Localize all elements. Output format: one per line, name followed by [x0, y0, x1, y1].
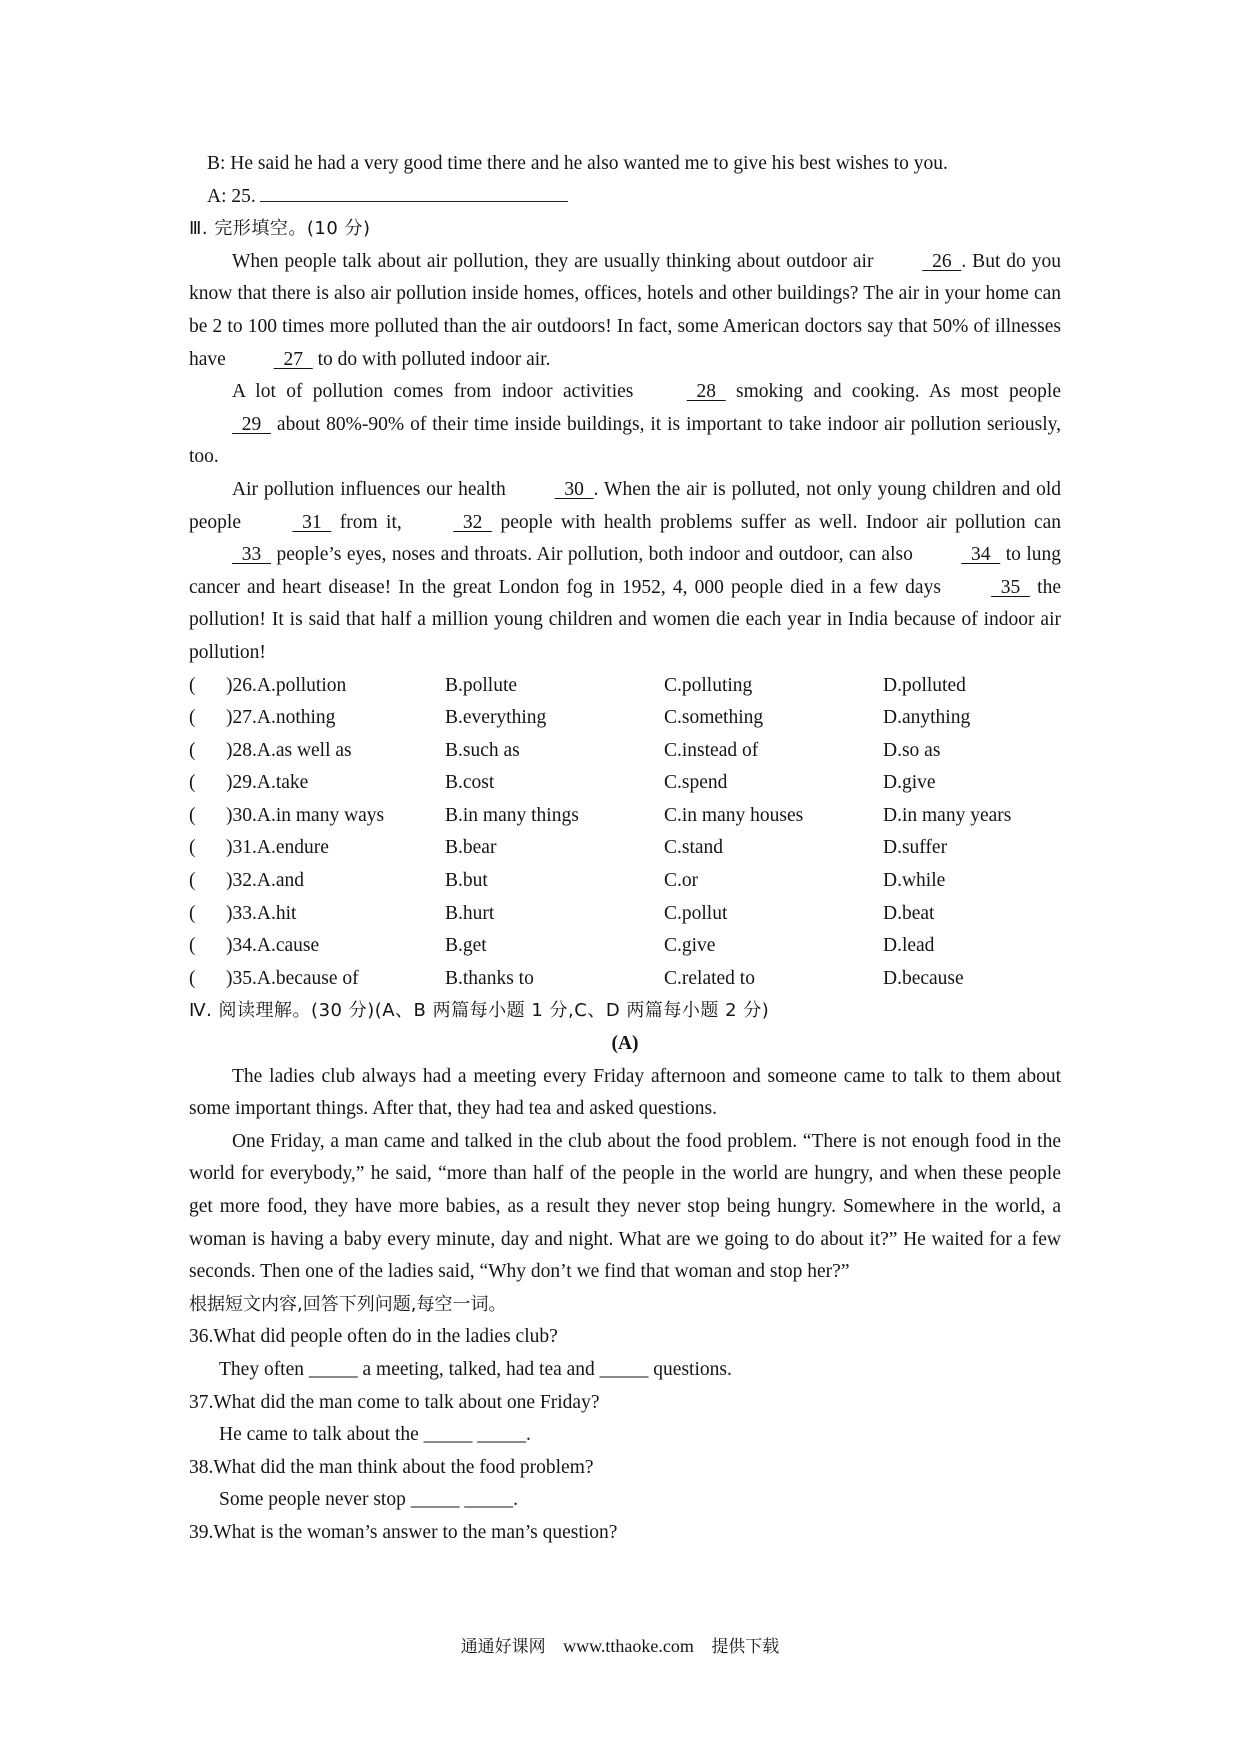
option-c: C.spend — [664, 772, 728, 794]
dialogue-b-line: B: He said he had a very good time there and he also wanted me to give his best wishes to you. — [207, 153, 948, 174]
p3-text-2: . When the air is polluted, not only young children and old people — [189, 478, 1061, 533]
option-row[interactable] — [189, 735, 1061, 768]
blank-30: 30 — [554, 478, 594, 500]
page-footer — [0, 1632, 1240, 1657]
question-36: 36.What did people often do in the ladies club? — [189, 1326, 558, 1348]
answer-paren[interactable]: ( — [189, 837, 196, 859]
answer-blank-25[interactable] — [260, 181, 568, 202]
option-d: D.in many years — [883, 804, 1012, 826]
option-row[interactable] — [189, 963, 1061, 996]
dialogue-a-prefix: A: 25. — [207, 185, 256, 207]
option-row[interactable] — [189, 670, 1061, 703]
answer-paren[interactable]: ( — [189, 935, 196, 957]
cloze-paragraph-2 — [189, 376, 1061, 474]
option-a: )35.A.because of — [226, 967, 359, 989]
option-b: B.pollute — [445, 674, 518, 696]
option-c: C.give — [664, 935, 716, 957]
option-c: C.in many houses — [664, 804, 804, 826]
option-d: D.because — [883, 967, 964, 989]
option-b: B.everything — [445, 707, 547, 729]
passage-a-title: (A) — [611, 1033, 639, 1055]
dialogue-a-line — [189, 181, 1061, 214]
blank-26: 26 — [922, 250, 962, 272]
blank-28: 28 — [686, 381, 726, 403]
p3-text-1: Air pollution influences our health — [232, 478, 506, 500]
question-38: 38.What did the man think about the food problem? — [189, 1456, 594, 1478]
option-d: D.suffer — [883, 837, 948, 859]
answer-paren[interactable]: ( — [189, 739, 196, 761]
option-b: B.get — [445, 935, 487, 957]
cloze-options — [189, 670, 1061, 996]
option-a: )32.A.and — [226, 870, 304, 892]
answer-paren[interactable]: ( — [189, 707, 196, 729]
option-c: C.something — [664, 707, 764, 729]
option-b: B.thanks to — [445, 967, 534, 989]
blank-32: 32 — [453, 511, 493, 533]
option-a: )29.A.take — [226, 772, 309, 794]
p2-text-2: smoking and cooking. As most people — [725, 381, 1061, 403]
option-a: )31.A.endure — [226, 837, 329, 859]
option-d: D.while — [883, 870, 946, 892]
section4-heading: Ⅳ. 阅读理解。(30 分)(A、B 两篇每小题 1 分,C、D 两篇每小题 2 分) — [189, 1000, 770, 1022]
option-d: D.polluted — [883, 674, 966, 696]
option-d: D.anything — [883, 707, 971, 729]
option-a: )30.A.in many ways — [226, 804, 385, 826]
footer-site-name: 通通好课网 — [460, 1637, 546, 1657]
p1-text-1: When people talk about air pollution, they are usually thinking about outdoor air — [232, 250, 874, 272]
answer-38[interactable]: Some people never stop _____ _____. — [219, 1489, 518, 1511]
p1-text-3: to do with polluted indoor air. — [312, 348, 551, 370]
question-39: 39.What is the woman’s answer to the man’s question? — [189, 1521, 618, 1543]
option-b: B.hurt — [445, 902, 495, 924]
answer-paren[interactable]: ( — [189, 902, 196, 924]
option-b: B.cost — [445, 772, 495, 794]
p2-text-3: about 80%-90% of their time inside buildings, it is important to take indoor air pollution seriously, too. — [189, 413, 1061, 468]
option-d: D.so as — [883, 739, 941, 761]
option-row[interactable] — [189, 702, 1061, 735]
section3-heading: Ⅲ. 完形填空。(10 分) — [189, 218, 371, 240]
blank-33: 33 — [232, 544, 271, 566]
cloze-paragraph-3 — [189, 474, 1061, 670]
answer-paren[interactable]: ( — [189, 804, 196, 826]
option-row[interactable] — [189, 767, 1061, 800]
option-b: B.such as — [445, 739, 520, 761]
answer-paren[interactable]: ( — [189, 967, 196, 989]
passage-a-paragraph-2: One Friday, a man came and talked in the club about the food problem. “There is not enough food in the world for everybody,” he said, “more than half of the people in the world are hungry, and when these people get more food, they have more babies, as a result they never stop being hungry. Somewhere in the world, a woman is having a baby every minute, day and night. What are we going to do about it?” He waited for a few seconds. Then one of the ladies said, “Why don’t we find that woman and stop her?” — [189, 1130, 1061, 1283]
cloze-paragraph-1 — [189, 246, 1061, 376]
option-c: C.pollut — [664, 902, 728, 924]
passage-a-paragraph-1: The ladies club always had a meeting every Friday afternoon and someone came to talk to them about some important things. After that, they had tea and asked questions. — [189, 1065, 1061, 1120]
blank-34: 34 — [961, 544, 1001, 566]
option-row[interactable] — [189, 930, 1061, 963]
option-c: C.stand — [664, 837, 724, 859]
option-a: )33.A.hit — [226, 902, 297, 924]
option-b: B.but — [445, 870, 488, 892]
answer-paren[interactable]: ( — [189, 772, 196, 794]
blank-27: 27 — [273, 348, 313, 370]
option-c: C.related to — [664, 967, 755, 989]
question-37: 37.What did the man come to talk about one Friday? — [189, 1391, 600, 1413]
option-d: D.give — [883, 772, 936, 794]
option-d: D.lead — [883, 935, 935, 957]
option-b: B.in many things — [445, 804, 579, 826]
p3-text-5: people’s eyes, noses and throats. Air pollution, both indoor and outdoor, can also — [271, 544, 913, 566]
answer-37[interactable]: He came to talk about the _____ _____. — [219, 1424, 531, 1446]
answer-36[interactable]: They often _____ a meeting, talked, had tea and _____ questions. — [219, 1358, 732, 1380]
option-c: C.instead of — [664, 739, 759, 761]
p2-text-1: A lot of pollution comes from indoor activities — [232, 381, 634, 403]
p3-text-4: people with health problems suffer as well. Indoor air pollution can — [492, 511, 1062, 533]
option-d: D.beat — [883, 902, 935, 924]
answer-paren[interactable]: ( — [189, 870, 196, 892]
option-row[interactable] — [189, 800, 1061, 833]
reading-instruction: 根据短文内容,回答下列问题,每空一词。 — [189, 1293, 507, 1315]
page-content — [189, 148, 1061, 1550]
footer-download-text: 提供下载 — [711, 1637, 780, 1657]
option-c: C.polluting — [664, 674, 753, 696]
blank-29: 29 — [232, 413, 271, 435]
option-a: )26.A.pollution — [226, 674, 347, 696]
option-a: )27.A.nothing — [226, 707, 336, 729]
option-row[interactable] — [189, 832, 1061, 865]
option-row[interactable] — [189, 865, 1061, 898]
blank-31: 31 — [292, 511, 332, 533]
option-c: C.or — [664, 870, 699, 892]
p3-text-3: from it, — [331, 511, 402, 533]
p3-text-6: to lung cancer and heart disease! In the great London fog in 1952, 4, 000 people died in a few days — [189, 544, 1062, 598]
option-b: B.bear — [445, 837, 497, 859]
blank-35: 35 — [991, 576, 1031, 598]
p1-text-2: . But do you know that there is also air pollution inside homes, offices, hotels and other buildings? The air in your home can be 2 to 100 times more polluted than the air outdoors! In fact, some American doctors say that 50% of illnesses have — [189, 250, 1061, 370]
answer-paren[interactable]: ( — [189, 674, 196, 696]
option-row[interactable] — [189, 898, 1061, 931]
option-a: )28.A.as well as — [226, 739, 352, 761]
p3-text-7: the pollution! It is said that half a million young children and women die each year in India because of indoor air pollution! — [189, 576, 1061, 663]
option-a: )34.A.cause — [226, 935, 320, 957]
footer-url[interactable]: www.tthaoke.com — [563, 1636, 694, 1656]
